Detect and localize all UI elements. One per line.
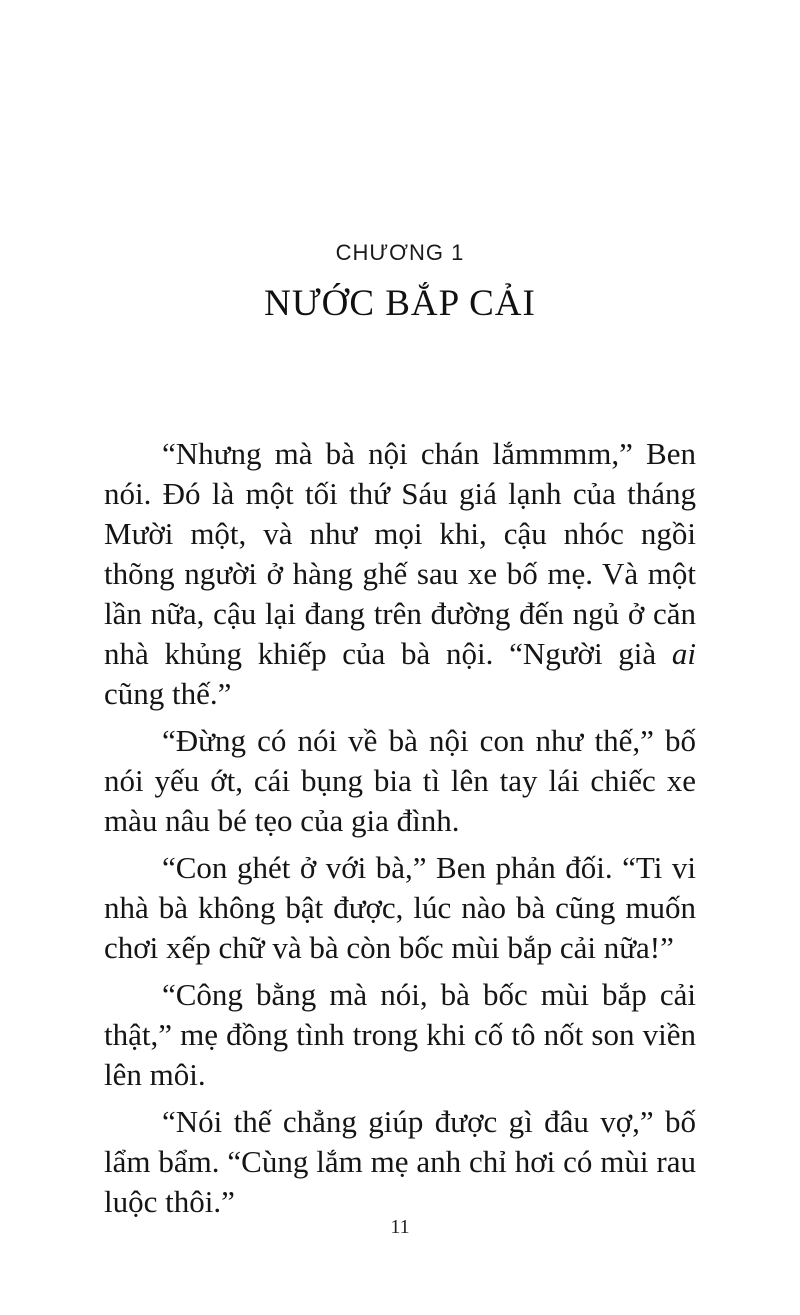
page-number: 11 (390, 1216, 410, 1238)
chapter-number: CHƯƠNG 1 (335, 240, 465, 265)
chapter-title: NƯỚC BẮP CẢI (264, 283, 536, 324)
paragraph-3: “Con ghét ở với bà,” Ben phản đối. “Ti vi nhà bà không bật được, lúc nào bà cũng muốn chơi xếp chữ và bà còn bốc mùi bắp cải nữa!” (104, 850, 696, 965)
paragraph-1 (104, 434, 696, 714)
paragraph-1-text-start: “Nhưng mà bà nội chán lắmmmm,” Ben nói. Đó là một tối thứ Sáu giá lạnh của tháng Mười một, và như mọi khi, cậu nhóc ngồi thõng người ở hàng ghế sau xe bố mẹ. Và một lần nữa, cậu lại đang trên đường đến ngủ ở căn nhà khủng khiếp của bà nội. “Người già (104, 436, 696, 671)
paragraph-2: “Đừng có nói về bà nội con như thế,” bố nói yếu ớt, cái bụng bia tì lên tay lái chiếc xe màu nâu bé tẹo của gia đình. (104, 723, 696, 838)
paragraph-4: “Công bằng mà nói, bà bốc mùi bắp cải thật,” mẹ đồng tình trong khi cố tô nốt son viền lên môi. (104, 977, 696, 1092)
chapter-body (104, 434, 696, 1229)
paragraph-1-emphasis: ai (671, 636, 696, 671)
paragraph-1-text-end: cũng thế.” (104, 676, 232, 711)
paragraph-5: “Nói thế chẳng giúp được gì đâu vợ,” bố lẩm bẩm. “Cùng lắm mẹ anh chỉ hơi có mùi rau luộc thôi.” (104, 1104, 696, 1219)
